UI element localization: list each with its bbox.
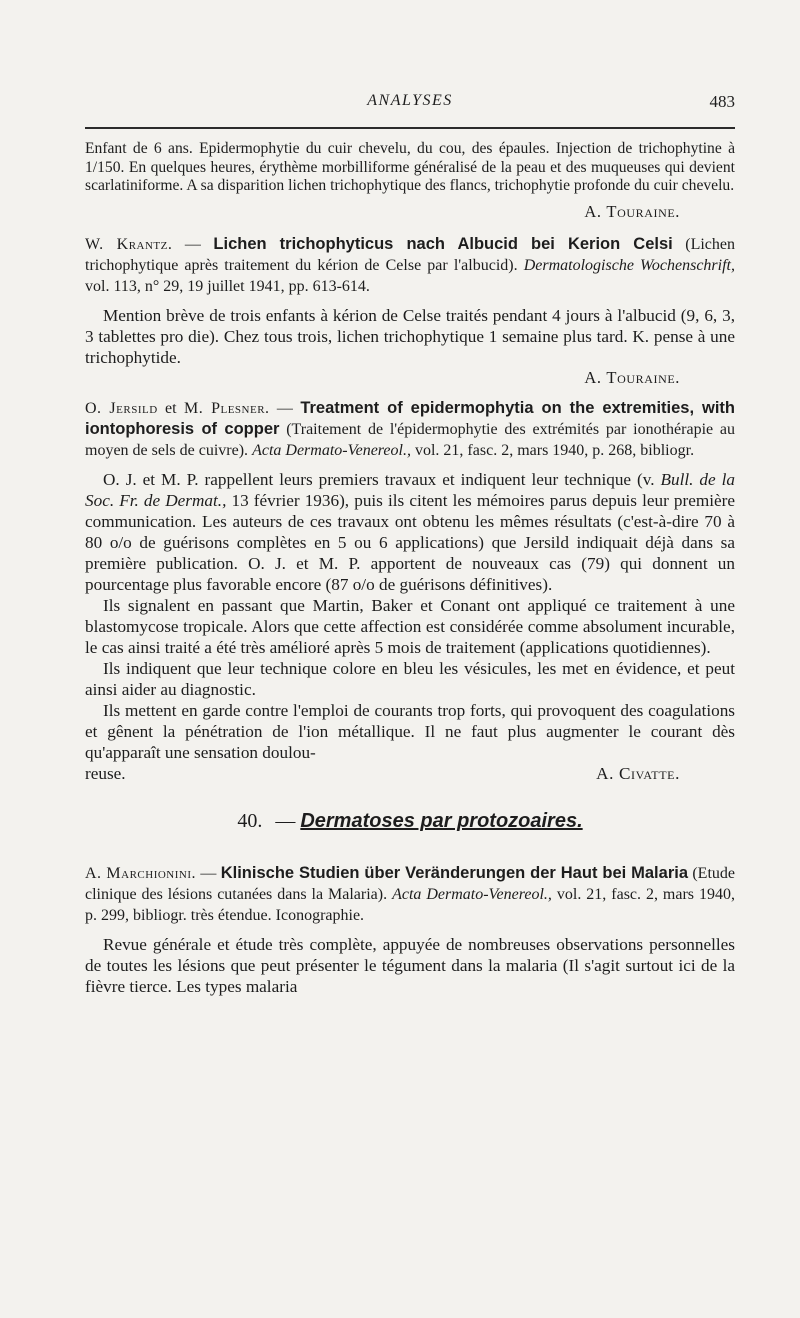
ref-dash: — [269, 399, 301, 417]
section-number: 40. [237, 809, 263, 832]
reviewer-initial: A. [584, 367, 602, 387]
reviewer-name: Touraine. [606, 367, 680, 387]
running-title: ANALYSES [367, 92, 453, 109]
article-author: O. Jersild [85, 399, 158, 417]
article-title: Klinische Studien über Veränderungen der Haut bei Malaria [220, 863, 688, 882]
journal-name: Acta Dermato-Venereol., [392, 885, 552, 903]
section-dash: — [270, 809, 301, 832]
page-number: 483 [709, 92, 735, 111]
journal-name: Acta Dermato-Venereol., [252, 441, 411, 459]
journal-details: vol. 21, fasc. 2, mars 1940, p. 268, bibliogr. [410, 441, 695, 459]
journal-name: Dermatologische Wochenschrift, [523, 256, 735, 274]
article-translation: (Traitement de l'épidermophytie des extrémités par ionothérapie au moyen de sels de cuivre). [85, 420, 735, 459]
ref-dash: — [172, 235, 214, 253]
abstract-body: Revue générale et étude très complète, appuyée de nombreuses observations personnelles de toutes les lésions que peut présenter le tégument dans la malaria (Il s'agit surtout ici de la fièvre tierce. Les types malaria [85, 934, 735, 996]
reviewer-signature [596, 763, 735, 784]
article-reference [85, 863, 735, 926]
article-author: A. Marchionini. [85, 864, 197, 882]
abstract-paragraph [85, 469, 735, 595]
abstract-paragraph: Ils mettent en garde contre l'emploi de courants trop forts, qui provoquent des coagulations et gênent la pénétration de l'ion métallique. Il ne faut plus augmenter le courant dès qu'apparaît une sensation doulou- [85, 700, 735, 762]
paragraph-text: 13 février 1936), puis ils citent les mémoires parus depuis leur première communication. Les auteurs de ces travaux ont obtenu les mêmes résultats (c'est-à-dire 70 à 80 o/o de guérisons complètes en 5 ou 6 applications) que Jersild indiquait déjà dans sa première publication. O. J. et M. P. apportent de nouveaux cas (79) qui donnent un pourcentage plus favorable encore (87 o/o de guérisons définitives). [85, 490, 735, 594]
article-author: W. Krantz. [85, 235, 173, 253]
abstract-body: Mention brève de trois enfants à kérion de Celse traités pendant 4 jours à l'albucid (9, 6, 3, 3 tablettes pro die). Chez tous trois, lichen trichophytique 1 semaine plus tard. K. pense à une trichophytide. [85, 305, 735, 367]
article-reference [85, 234, 735, 297]
author-conjunction: et [157, 399, 184, 417]
header-rule [85, 127, 735, 129]
article-title: Treatment of epidermophytia on the extremities, with iontophoresis of copper [85, 398, 736, 438]
reviewer-initial: A. [584, 201, 602, 221]
cited-journal: Bull. de la Soc. Fr. de Dermat., [85, 469, 735, 510]
section-title: Dermatoses par protozoaires. [300, 809, 583, 832]
article-translation: (Etude clinique des lésions cutanées dans la Malaria). [85, 864, 735, 903]
journal-details: vol. 21, fasc. 2, mars 1940, p. 299, bibliogr. très étendue. Iconographie. [85, 885, 735, 924]
paragraph-end-with-signature [85, 763, 735, 784]
abstract-continuation-text: Enfant de 6 ans. Epidermophytie du cuir chevelu, du cou, des épaules. Injection de trichophytine à 1/150. En quelques heures, érythème morbilliforme généralisé de la peau et des muqueuses qui devient scarlatiniforme. A sa disparition lichen trichophytique des flancs, trichophytie profonde du cuir chevelu. [85, 140, 735, 195]
article-author: M. Plesner. [183, 399, 270, 417]
reviewer-name: Touraine. [606, 201, 680, 221]
paragraph-text: O. J. et M. P. rappellent leurs premiers travaux et indiquent leur technique (v. [103, 469, 661, 489]
journal-details: vol. 113, n° 29, 19 juillet 1941, pp. 613-614. [85, 277, 370, 295]
reviewer-signature [85, 202, 735, 222]
abstract-paragraph: Ils signalent en passant que Martin, Baker et Conant ont appliqué ce traitement à une blastomycose tropicale. Alors que cette affection est considérée comme absolument incurable, le cas ainsi traité a été très amélioré après 5 mois de traitement (applications quotidiennes). [85, 595, 735, 657]
reviewer-name: Civatte. [618, 763, 680, 783]
abstract-paragraph: Ils indiquent que leur technique colore en bleu les vésicules, les met en évidence, et peut ainsi aider au diagnostic. [85, 658, 735, 699]
page-content [85, 140, 735, 997]
reviewer-signature [85, 368, 735, 388]
article-reference [85, 398, 735, 461]
reviewer-initial: A. [596, 763, 615, 783]
article-translation: (Lichen trichophytique après traitement du kérion de Celse par l'albucid). [85, 235, 736, 274]
section-heading [85, 810, 735, 833]
paragraph-last-word: reuse. [85, 763, 126, 783]
article-title: Lichen trichophyticus nach Albucid bei Kerion Celsi [213, 234, 673, 253]
ref-dash: — [196, 864, 221, 882]
page-header [85, 92, 735, 118]
